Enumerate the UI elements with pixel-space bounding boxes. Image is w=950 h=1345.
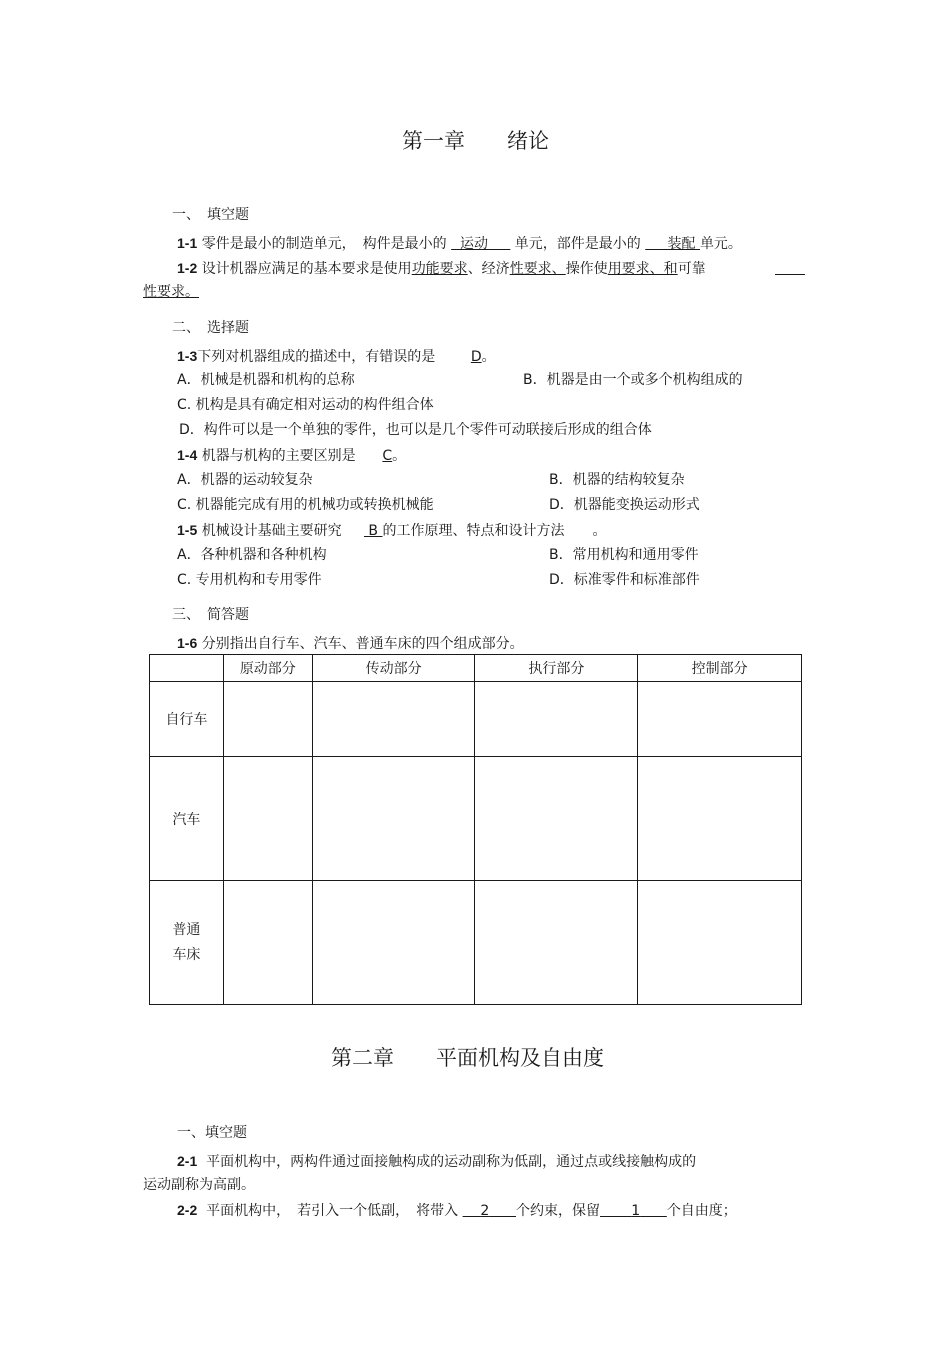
answer-blank: 用要求、和 (607, 261, 678, 277)
question-1-1 (177, 234, 742, 253)
option-d: D．构件可以是一个单独的零件，也可以是几个零件可动联接后形成的组合体 (179, 422, 652, 438)
question-text: 设计机器应满足的基本要求是使用 (201, 261, 412, 277)
table-cell (638, 682, 802, 757)
question-number: 2-1 (177, 1153, 198, 1169)
option-c: C. 机器能完成有用的机械功或转换机械能 (177, 497, 434, 513)
question-number: 1-1 (177, 235, 198, 251)
question-1-6: 1-6 分别指出自行车、汽车、普通车床的四个组成部分。 (177, 635, 524, 652)
table-cell (223, 881, 312, 1005)
answer-blank: 1 (631, 1203, 641, 1219)
chapter2-title: 第二章 平面机构及自由度 (331, 1046, 604, 1070)
table-header-cell: 原动部分 (223, 655, 312, 682)
answer-blank: 2 (480, 1203, 490, 1219)
answer-blank: 运动 (460, 236, 489, 252)
answer: B (368, 523, 379, 539)
table-cell (475, 682, 638, 757)
answer-blank: 装配 (667, 236, 696, 252)
section-short-answer-heading: 三、 简答题 (172, 607, 249, 623)
option-c: C. 机构是具有确定相对运动的构件组合体 (177, 397, 434, 413)
answer: D (470, 349, 482, 365)
option-d: D．标准零件和标准部件 (549, 572, 700, 588)
row-label: 自行车 (150, 682, 224, 757)
answer: C (382, 448, 393, 464)
row-label: 普通 车床 (150, 881, 224, 1005)
question-1-3: 1-3下列对机器组成的描述中，有错误的是 D。 (177, 348, 496, 365)
table-row (150, 881, 802, 1005)
question-number: 1-4 (177, 447, 198, 463)
section-fill-blank-heading: 一、 填空题 (172, 207, 249, 223)
components-table (149, 654, 802, 1005)
question-2-1: 2-1 平面机构中，两构件通过面接触构成的运动副称为低副，通过点或线接触构成的 (177, 1153, 697, 1170)
question-text: 零件是最小的制造单元， 构件是最小的 (201, 236, 447, 252)
option-b: B．机器的结构较复杂 (549, 472, 685, 488)
question-number: 1-2 (177, 260, 198, 276)
answer-blank-line (775, 274, 805, 275)
question-number: 1-3 (177, 348, 198, 364)
table-cell (638, 757, 802, 881)
question-1-5: 1-5 机械设计基础主要研究 B 的工作原理、特点和设计方法 。 (177, 522, 607, 539)
question-2-2: 2-2 平面机构中， 若引入一个低副， 将带入 2 个约束，保留 1 个自由度； (177, 1202, 737, 1219)
table-header-cell: 执行部分 (475, 655, 638, 682)
question-number: 1-5 (177, 522, 198, 538)
chapter1-title: 第一章 绪论 (402, 129, 549, 153)
option-a: A．机器的运动较复杂 (177, 472, 313, 488)
table-cell (312, 757, 475, 881)
option-a: A．各种机器和各种机构 (177, 547, 327, 563)
table-header-cell: 传动部分 (312, 655, 475, 682)
question-1-2 (177, 259, 706, 278)
table-header-cell: 控制部分 (638, 655, 802, 682)
table-cell (312, 682, 475, 757)
question-1-2-continued: 性要求。 (143, 284, 199, 300)
table-cell (312, 881, 475, 1005)
question-text: 可靠 (677, 261, 706, 277)
option-d: D．机器能变换运动形式 (549, 497, 700, 513)
option-b: B．机器是由一个或多个机构组成的 (523, 372, 743, 388)
question-number: 1-6 (177, 635, 198, 651)
question-text: 单元，部件是最小的 (514, 236, 641, 252)
table-cell (223, 682, 312, 757)
table-row (150, 757, 802, 881)
table-header-row (150, 655, 802, 682)
option-b: B．常用机构和通用零件 (549, 547, 699, 563)
question-number: 2-2 (177, 1202, 198, 1218)
question-2-1-continued: 运动副称为高副。 (143, 1177, 255, 1193)
option-c: C. 专用机构和专用零件 (177, 572, 322, 588)
answer-blank: 性要求、 (509, 261, 566, 277)
option-a: A．机械是机器和机构的总称 (177, 372, 355, 388)
answer-blank: 功能要求 (411, 261, 468, 277)
question-text: 单元。 (699, 236, 742, 252)
section-fill-blank-heading: 一、填空题 (177, 1125, 247, 1141)
table-cell (475, 757, 638, 881)
row-label: 汽车 (150, 757, 224, 881)
section-choice-heading: 二、 选择题 (172, 320, 249, 336)
question-1-4: 1-4 机器与机构的主要区别是 C。 (177, 447, 407, 464)
table-cell (475, 881, 638, 1005)
table-cell (638, 881, 802, 1005)
table-header-cell (150, 655, 224, 682)
question-text: 操作使 (565, 261, 608, 277)
question-text: 、经济 (467, 261, 510, 277)
table-cell (223, 757, 312, 881)
table-row (150, 682, 802, 757)
